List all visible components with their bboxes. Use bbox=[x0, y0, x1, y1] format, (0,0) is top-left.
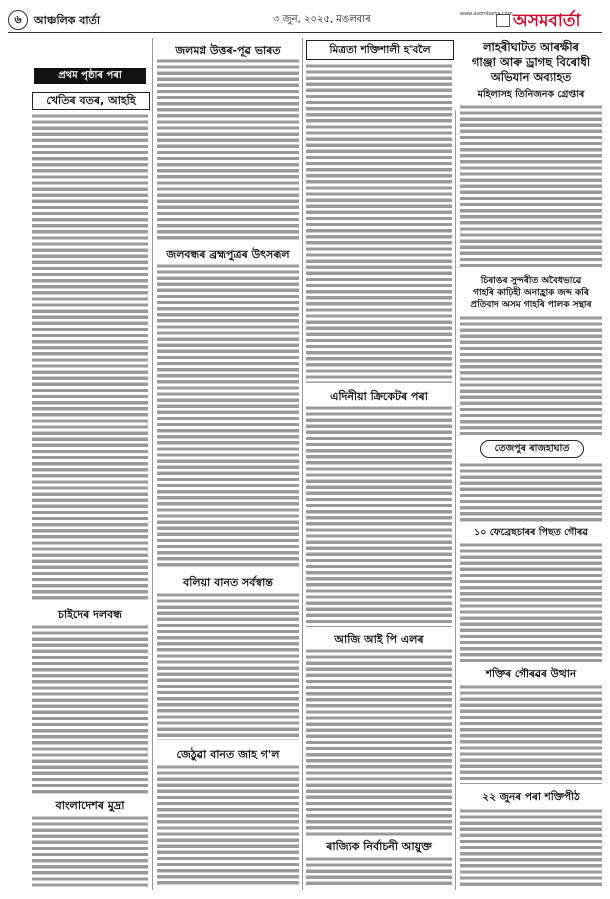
story-headline bbox=[460, 275, 602, 311]
article-body bbox=[32, 113, 148, 601]
headline-line: গাঞ্জা আৰু ড্ৰাগছ বিৰোধী bbox=[471, 55, 591, 69]
story-title-box bbox=[306, 40, 454, 60]
article-body bbox=[157, 592, 299, 740]
article-body bbox=[32, 815, 148, 887]
issue-date: ৩ জুন, ২০২৫, মঙলবাৰ bbox=[273, 14, 371, 25]
article-body bbox=[460, 104, 602, 270]
article-body bbox=[157, 764, 299, 886]
article-body bbox=[460, 542, 602, 662]
article-body bbox=[460, 684, 602, 784]
story-title-box bbox=[32, 92, 150, 110]
story-title: বলিয়া বানত সৰ্বস্বান্ত bbox=[183, 576, 273, 589]
section-name: আঞ্চলিক বাৰ্তা bbox=[34, 14, 101, 27]
story-title: ১০ ফেব্ৰেছচাৰৰ পিছত গৌৰৱ bbox=[474, 527, 588, 538]
column-divider bbox=[302, 38, 303, 890]
article-body bbox=[157, 263, 299, 569]
masthead-logo: অসমবাৰ্তা bbox=[513, 11, 581, 31]
story-title: জেঠুৱা বানত জাহ গ'ল bbox=[176, 748, 280, 761]
story-title-pill bbox=[480, 440, 584, 458]
article-body bbox=[157, 58, 299, 242]
column-divider bbox=[455, 110, 456, 890]
story-title: খেতিৰ বতৰ, আহহি bbox=[46, 94, 136, 107]
lead-headline bbox=[460, 40, 602, 85]
article-body bbox=[306, 648, 452, 836]
story-title: আজি আই পি এলৰ bbox=[334, 633, 424, 646]
headline-line: গাহৰি কাঢ়িহী অনাহ্ৰাক জব্দ কৰি bbox=[473, 288, 589, 298]
page-header bbox=[8, 8, 602, 33]
article-body bbox=[306, 405, 452, 627]
headline-line: লাহৰীঘাটত আৰক্ষীৰ bbox=[482, 40, 580, 54]
story-title: চাইদেৰ দলবন্ধ bbox=[58, 608, 122, 621]
article-body bbox=[460, 315, 602, 435]
story-subtitle: মহিলাসহ তিনিজনক গ্ৰেপ্তাৰ bbox=[477, 89, 585, 100]
story-title: এদিনীয়া ক্ৰিকেটৰ পৰা bbox=[330, 390, 428, 403]
story-title: মিত্ৰতা শক্তিশালী হ'বলৈ bbox=[329, 44, 431, 56]
story-title: জলবন্ধৰ ব্ৰহ্মপুত্ৰৰ উৎসৰূল bbox=[166, 248, 290, 261]
article-body bbox=[32, 624, 148, 794]
headline-line: চিৰাঙৰ সুন্দৰীত অবৈধভাৱে bbox=[480, 276, 582, 286]
website-url: www.asombarta.com bbox=[460, 11, 513, 17]
story-title: জলমগ্ন উত্তৰ-পূৱ ভাৰত bbox=[175, 44, 281, 57]
page-number: ৬ bbox=[8, 10, 28, 30]
article-body bbox=[306, 63, 452, 383]
headline-line: প্ৰতিবাদ অসম গাহৰি পালক সন্থাৰ bbox=[470, 300, 592, 310]
story-title: তেজপুৰ ৰাজহাঘাত bbox=[494, 443, 570, 454]
article-body bbox=[460, 462, 602, 522]
article-body bbox=[306, 856, 452, 888]
story-title: শক্তিৰ গৌৰৱৰ উত্থান bbox=[485, 668, 577, 680]
story-title: বাংলাদেশৰ মুদ্ৰা bbox=[55, 799, 125, 812]
section-banner: প্ৰথম পৃষ্ঠাৰ পৰা bbox=[34, 68, 146, 84]
article-body bbox=[460, 808, 602, 888]
column-divider bbox=[152, 38, 153, 890]
story-title: ৰাজ্যিক নিৰ্বাচনী আয়ুক্ত bbox=[326, 840, 432, 853]
headline-line: অভিযান অব্যাহত bbox=[490, 70, 572, 84]
story-title: ২২ জুনৰ পৰা শক্তিপীঠ bbox=[482, 791, 580, 803]
